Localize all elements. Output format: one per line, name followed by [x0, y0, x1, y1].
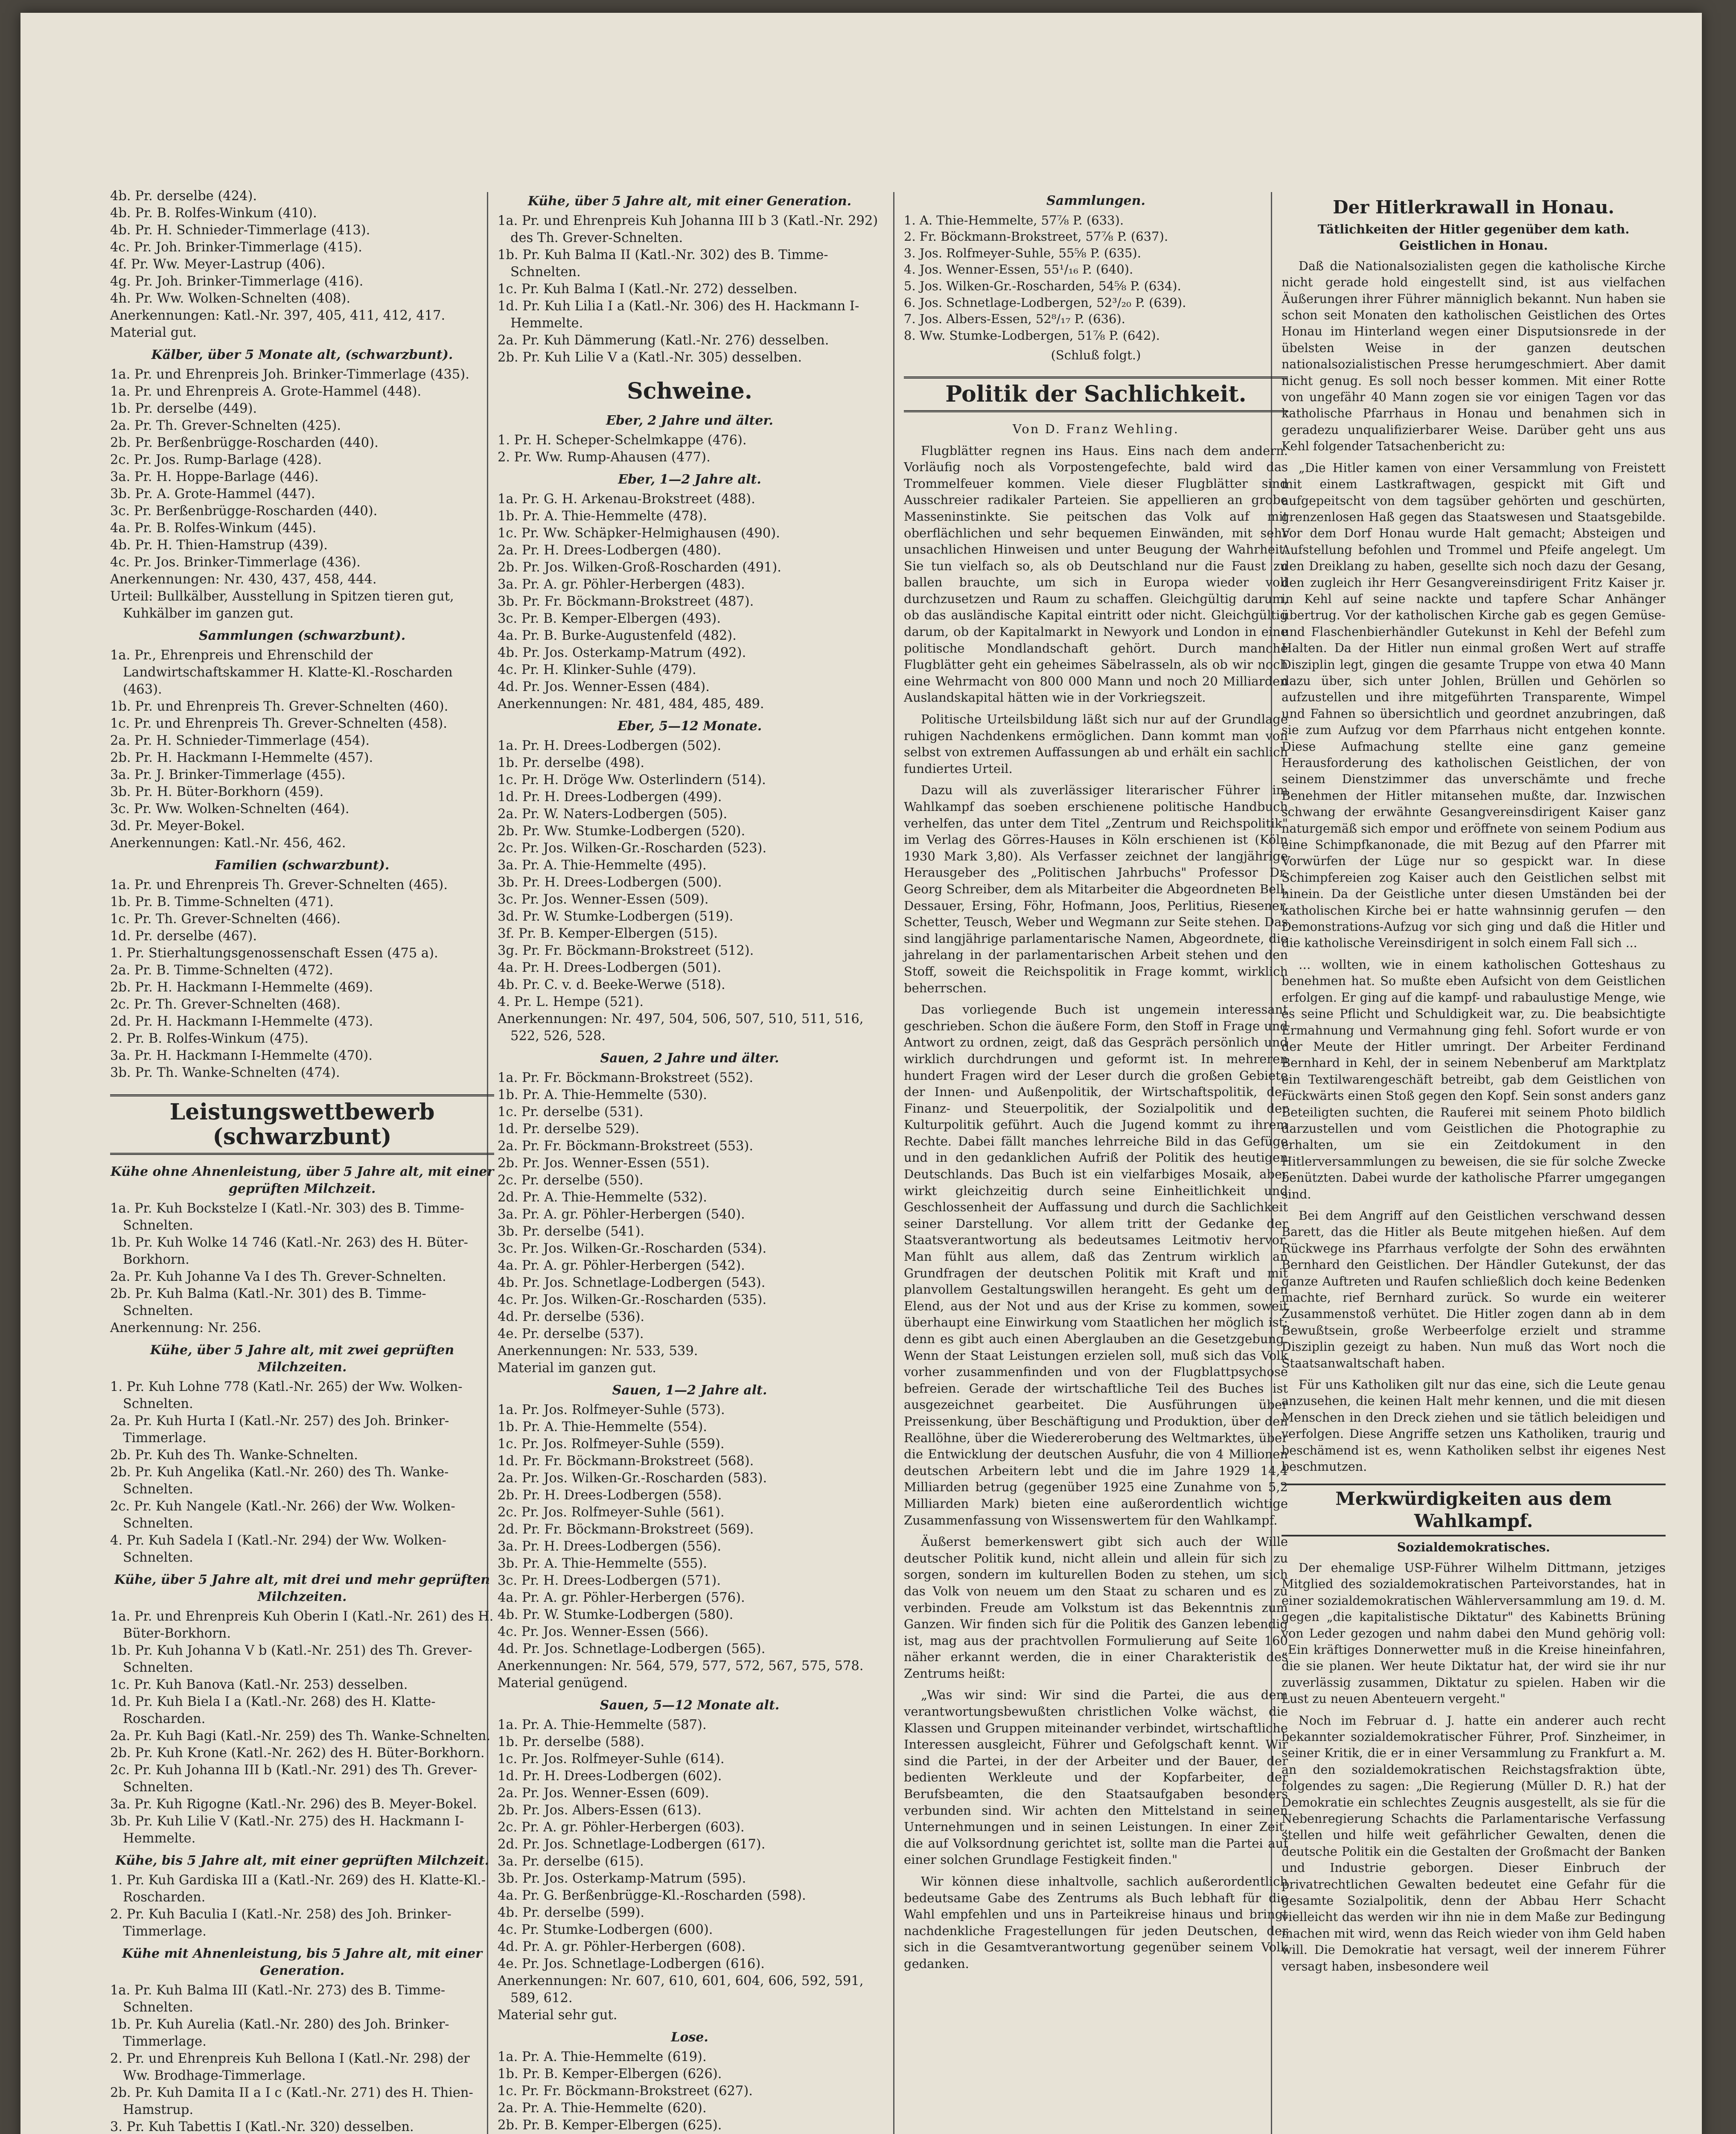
list-item: 1a. Pr. Fr. Böckmann-Brokstreet (552).: [498, 1070, 754, 1085]
list-item: 4c. Pr. Jos. Wilken-Gr.-Roscharden (535).: [498, 1292, 767, 1307]
list-item: 3b. Pr. H. Büter-Borkhorn (459).: [110, 784, 324, 799]
list-item: 2. Pr. Ww. Rump-Ahausen (477).: [498, 450, 711, 465]
list-item: 3c. Pr. Jos. Wenner-Essen (509).: [498, 892, 709, 907]
list-item: 3c. Pr. Jos. Wilken-Gr.-Roscharden (534).: [498, 1241, 767, 1256]
list-item: 1a. Pr. Kuh Balma III (Katl.-Nr. 273) des B. Timme-Schnelten.: [110, 1983, 446, 2015]
entry-list: [498, 432, 882, 466]
list-item: 1b. Pr. Kuh Johanna V b (Katl.-Nr. 251) des Th. Grever-Schnelten.: [110, 1643, 472, 1675]
list-item: 1c. Pr. Fr. Böckmann-Brokstreet (627).: [498, 2084, 753, 2099]
list-item: 4d. Pr. derselbe (536).: [498, 1309, 645, 1324]
list-item: 1b. Pr. derselbe (449).: [110, 401, 257, 416]
column-rule: [893, 192, 894, 2134]
list-item: 3d. Pr. W. Stumke-Lodbergen (519).: [498, 909, 734, 924]
list-item: 2c. Pr. Th. Grever-Schnelten (468).: [110, 997, 341, 1012]
list-item: Anerkennungen: Katl.-Nr. 397, 405, 411, 412, 417.: [110, 308, 446, 323]
list-item: 2a. Pr. Kuh Dämmerung (Katl.-Nr. 276) desselben.: [498, 333, 829, 348]
section-heading: Eber, 2 Jahre und älter.: [606, 413, 773, 428]
list-item: 2b. Pr. B. Kemper-Elbergen (625).: [498, 2118, 722, 2133]
list-item: 2c. Pr. Jos. Wilken-Gr.-Roscharden (523).: [498, 841, 767, 856]
list-item: 1. A. Thie-Hemmelte, 57⅞ P. (633).: [904, 213, 1124, 227]
list-item: 3b. Pr. Fr. Böckmann-Brokstreet (487).: [498, 594, 754, 609]
article-body: [904, 443, 1288, 1972]
list-item: 1d. Pr. H. Drees-Lodbergen (602).: [498, 1769, 722, 1784]
list-item: 1b. Pr. derselbe (498).: [498, 755, 645, 770]
headline-politik: Politik der Sachlichkeit.: [904, 376, 1288, 412]
list-item: 2a. Pr. Kuh Bagi (Katl.-Nr. 259) des Th. Wanke-Schnelten.: [110, 1729, 491, 1743]
list-item: 2b. Pr. Kuh Krone (Katl.-Nr. 262) des H. Büter-Borkhorn.: [110, 1746, 485, 1761]
list-item: 3a. Pr. H. Drees-Lodbergen (556).: [498, 1539, 722, 1554]
list-item: Material sehr gut.: [498, 2008, 618, 2023]
entry-list: [498, 1070, 882, 1377]
list-item: 2a. Pr. Th. Grever-Schnelten (425).: [110, 418, 341, 433]
list-item: 2c. Pr. Kuh Johanna III b (Katl.-Nr. 291) des Th. Grever-Schnelten.: [110, 1763, 478, 1795]
list-item: 1c. Pr. Th. Grever-Schnelten (466).: [110, 912, 341, 927]
list-item: 2c. Pr. Jos. Rump-Barlage (428).: [110, 452, 322, 467]
entry-list: [110, 1379, 494, 1566]
list-item: 1a. Pr., Ehrenpreis und Ehrenschild der Landwirtschaftskammer H. Klatte-Kl.-Roscharden (463).: [110, 648, 453, 697]
list-item: 1c. Pr. Kuh Banova (Katl.-Nr. 253) desselben.: [110, 1677, 408, 1692]
section-heading: Sauen, 5—12 Monate alt.: [600, 1698, 780, 1713]
paragraph: Der ehemalige USP-Führer Wilhelm Dittmann, jetziges Mitglied des sozialdemokratischen Parteivorstandes, hat in einer sozialdemokratischen Wählerversammlung am 19. d. M. gegen „die kapitalistische Diktatur" des Kabinetts Brüning von Leder gezogen und nahm dabei den Mund gehörig voll: „Ein kräftiges Donnerwetter muß in die Kreise hineinfahren, die sie planen. Wer heute Diktatur hat, der wird sie ihr nur zuverlässig zusammen, Diktatur zu spielen. Haben wir die Lust zu neuen Abenteuern vergeht.": [1282, 1560, 1666, 1706]
list-item: 3b. Pr. derselbe (541).: [498, 1224, 645, 1239]
list-item: 2a. Pr. Kuh Hurta I (Katl.-Nr. 257) des Joh. Brinker-Timmerlage.: [110, 1414, 449, 1446]
list-item: 2b. Pr. Jos. Wilken-Groß-Roscharden (491).: [498, 560, 781, 575]
list-item: 1. Pr. Stierhaltungsgenossenschaft Essen (475 a).: [110, 946, 438, 961]
list-item: 3a. Pr. Kuh Rigogne (Katl.-Nr. 296) des B. Meyer-Bokel.: [110, 1797, 477, 1812]
list-item: 2a. Pr. H. Drees-Lodbergen (480).: [498, 543, 722, 558]
paragraph: Daß die Nationalsozialisten gegen die katholische Kirche nicht gerade hold eingestellt sind, ist aus vielfachen Äußerungen ihrer Führer männiglich bekannt. Nun haben sie schon seit Monaten den katholischen Geistlichen des Ortes Honau im Hinterland wegen einer Disputsionsrede in der übelsten Weise in der ganzen deutschen nationalsozialistischen Presse herumgeschmiert. Aber damit nicht genug. Es soll noch besser kommen. Mit einer Rotte von ungefähr 40 Mann zogen sie vor einigen Tagen vor das katholische Pfarrhaus in Honau und benahmen sich in geradezu unqualifizierbarer Weise. Darüber geht uns aus Kehl folgender Tatsachenbericht zu:: [1282, 259, 1666, 454]
entry-list: [498, 491, 882, 713]
section-heading: Eber, 1—2 Jahre alt.: [618, 472, 761, 487]
list-item: 3b. Pr. A. Thie-Hemmelte (555).: [498, 1556, 707, 1571]
list-item: Anerkennung: Nr. 256.: [110, 1321, 262, 1335]
newspaper-page: [20, 13, 1702, 2134]
list-item: 4a. Pr. A. gr. Pöhler-Herbergen (576).: [498, 1590, 745, 1605]
section-heading: Familien (schwarzbunt).: [215, 858, 390, 873]
entry-list: [498, 213, 882, 366]
list-item: 1a. Pr. A. Thie-Hemmelte (619).: [498, 2049, 707, 2064]
column-4: [1282, 188, 1666, 1980]
list-item: 1c. Pr. und Ehrenpreis Th. Grever-Schnelten (458).: [110, 716, 447, 731]
list-item: 2a. Pr. Fr. Böckmann-Brokstreet (553).: [498, 1139, 754, 1154]
list-item: 1c. Pr. derselbe (531).: [498, 1105, 644, 1119]
list-item: 3a. Pr. H. Hackmann I-Hemmelte (470).: [110, 1048, 373, 1063]
list-item: 4c. Pr. Jos. Brinker-Timmerlage (436).: [110, 555, 361, 570]
entry-list: [110, 188, 494, 341]
list-item: 2b. Pr. H. Drees-Lodbergen (558).: [498, 1488, 722, 1503]
list-item: 3c. Pr. Ww. Wolken-Schnelten (464).: [110, 802, 350, 816]
entry-list: [110, 1608, 494, 1847]
list-item: 2a. Pr. Kuh Johanne Va I des Th. Grever-Schnelten.: [110, 1269, 446, 1284]
list-item: 4d. Pr. A. gr. Pöhler-Herbergen (608).: [498, 1939, 746, 1954]
list-item: 4d. Pr. Jos. Wenner-Essen (484).: [498, 679, 710, 694]
headline-schweine: Schweine.: [627, 378, 752, 404]
list-item: 3b. Pr. Th. Wanke-Schnelten (474).: [110, 1065, 340, 1080]
entry-list: [110, 1200, 494, 1337]
headline-merkwuerdigkeiten: Merkwürdigkeiten aus dem Wahlkampf.: [1282, 1484, 1666, 1536]
list-item: 4d. Pr. Jos. Schnetlage-Lodbergen (565).: [498, 1641, 766, 1656]
list-item: 3b. Pr. A. Grote-Hammel (447).: [110, 487, 315, 501]
list-item: Anerkennungen: Nr. 564, 579, 577, 572, 567, 575, 578.: [498, 1659, 864, 1673]
list-item: 4b. Pr. Jos. Osterkamp-Matrum (492).: [498, 645, 746, 660]
section-heading: Kühe mit Ahnenleistung, bis 5 Jahre alt, mit einer Generation.: [122, 1946, 482, 1978]
list-item: 1a. Pr. und Ehrenpreis Kuh Oberin I (Katl.-Nr. 261) des H. Büter-Borkhorn.: [110, 1609, 494, 1641]
section-heading: Sammlungen (schwarzbunt).: [198, 628, 406, 643]
entry-list: [498, 738, 882, 1045]
list-item: 4a. Pr. B. Rolfes-Winkum (445).: [110, 521, 317, 536]
list-item: 4b. Pr. Jos. Schnetlage-Lodbergen (543).: [498, 1275, 766, 1290]
list-item: 1d. Pr. H. Drees-Lodbergen (499).: [498, 790, 722, 805]
list-item: 3a. Pr. A. gr. Pöhler-Herbergen (483).: [498, 577, 745, 592]
list-item: 4b. Pr. C. v. d. Beeke-Werwe (518).: [498, 977, 725, 992]
list-item: 1b. Pr. Kuh Aurelia (Katl.-Nr. 280) des Joh. Brinker-Timmerlage.: [110, 2017, 449, 2049]
list-item: 1b. Pr. A. Thie-Hemmelte (554).: [498, 1420, 707, 1434]
list-item: 2a. Pr. W. Naters-Lodbergen (505).: [498, 807, 728, 822]
entry-list: [498, 1717, 882, 2024]
paragraph: „Was wir sind: Wir sind die Partei, die aus dem verantwortungsbewußten christlichen Volke wächst, die Klassen und Gruppen miteinander verbindet, wirtschaftliche Interessen ausgleicht, Führer und Gefolgschaft kennt. Wir sind die Partei, in der der Arbeiter und der Bauer, der bedienten Werkleute und der Kopfarbeiter, der Berufsbeamten, die den Staatsaufgaben besonders verbunden sind. Wir achten den Mittelstand in seinen Unternehmungen und in seinen Leistungen. In einer Zeit, die auf Volksordnung gerichtet ist, sollte man die Partei auf einer solchen Grundlage Festigkeit finden.": [904, 1688, 1288, 1867]
list-item: 3c. Pr. H. Drees-Lodbergen (571).: [498, 1573, 721, 1588]
entry-list: [110, 366, 494, 622]
list-item: 2b. Pr. H. Hackmann I-Hemmelte (457).: [110, 750, 373, 765]
list-item: 6. Jos. Schnetlage-Lodbergen, 52³/₂₀ P. (639).: [904, 295, 1186, 310]
list-item: 2d. Pr. Fr. Böckmann-Brokstreet (569).: [498, 1522, 754, 1537]
entry-list: [904, 212, 1288, 344]
list-item: 2a. Pr. Jos. Wenner-Essen (609).: [498, 1786, 709, 1801]
list-item: 3b. Pr. Jos. Osterkamp-Matrum (595).: [498, 1871, 746, 1886]
list-item: 1b. Pr. A. Thie-Hemmelte (530).: [498, 1087, 707, 1102]
list-item: 2d. Pr. A. Thie-Hemmelte (532).: [498, 1190, 707, 1205]
paragraph: Dazu will als zuverlässiger literarischer Führer im Wahlkampf das soeben erschienene politische Handbuch verhelfen, das unter dem Titel „Zentrum und Reichspolitik" im Verlag des Görres-Hauses in Köln erschienen ist (Köln 1930 Mark 3,80). Als Verfasser zeichnet der langjährige Herausgeber des „Politischen Jahrbuchs" Professor Dr. Georg Schreiber, dem als Mitarbeiter die Abgeordneten Bell, Dessauer, Ersing, Föhr, Hofmann, Joos, Perlitius, Riesener, Schetter, Teusch, Weber und Wegmann zur Seite stehen. Das sind langjährige parlamentarische Namen, Abgeordnete, die jahrelang in der parlamentarischen Arbeit stehen und den Stoff, soweit die Reichspolitik in Frage kommt, wirklich beherrschen.: [904, 783, 1288, 995]
entry-list: [110, 1872, 494, 1940]
list-item: Anerkennungen: Nr. 481, 484, 485, 489.: [498, 697, 764, 711]
list-item: 2a. Pr. A. Thie-Hemmelte (620).: [498, 2101, 707, 2116]
list-item: 1b. Pr. derselbe (588).: [498, 1735, 645, 1749]
list-item: 3g. Pr. Fr. Böckmann-Brokstreet (512).: [498, 943, 754, 958]
entry-list: [110, 1982, 494, 2134]
list-item: 2d. Pr. Jos. Schnetlage-Lodbergen (617).: [498, 1837, 766, 1852]
article-body: [1282, 258, 1666, 1475]
list-item: 2b. Pr. Ww. Stumke-Lodbergen (520).: [498, 824, 746, 839]
list-item: 1d. Pr. Fr. Böckmann-Brokstreet (568).: [498, 1454, 754, 1469]
list-item: Anerkennungen: Nr. 533, 539.: [498, 1344, 698, 1359]
section-heading: Kühe, bis 5 Jahre alt, mit einer geprüften Milchzeit.: [115, 1853, 489, 1868]
list-item: 2b. Pr. Kuh Balma (Katl.-Nr. 301) des B. Timme-Schnelten.: [110, 1286, 426, 1318]
list-item: 1b. Pr. Kuh Balma II (Katl.-Nr. 302) des B. Timme-Schnelten.: [498, 248, 828, 280]
list-item: 2a. Pr. B. Timme-Schnelten (472).: [110, 963, 333, 978]
list-item: 2b. Pr. Jos. Wenner-Essen (551).: [498, 1156, 710, 1171]
article-body: [1282, 1560, 1666, 1975]
list-item: 1c. Pr. Jos. Rolfmeyer-Suhle (559).: [498, 1437, 725, 1452]
list-item: 1. Pr. H. Scheper-Schelmkappe (476).: [498, 433, 747, 448]
list-item: Material genügend.: [498, 1676, 628, 1691]
list-item: 1. Pr. Kuh Lohne 778 (Katl.-Nr. 265) der Ww. Wolken-Schnelten.: [110, 1379, 463, 1411]
list-item: 3c. Pr. Berßenbrügge-Roscharden (440).: [110, 504, 378, 519]
list-item: 4c. Pr. Jos. Wenner-Essen (566).: [498, 1624, 709, 1639]
paragraph: „Die Hitler kamen von einer Versammlung von Freistett mit einem Lastkraftwagen, gespickt mit Gift und aufgepeitscht von dem tagsüber gehörten und geschürten, grenzenlosen Haß gegen das Staatswesen und Staatsgebilde. Vor dem Dorf Honau wurde Halt gemacht; Absteigen und Aufstellung befohlen und Trommel und Pfeife angelegt. Um den Dreiklang zu haben, gesellte sich noch dazu der Gesang, den zugleich ihr Herr Gesangvereinsdirigent Fritz Kaiser jr. in Kehl auf seine nackte und tapfere Schar Anhänger übertrug. Vor der katholischen Kirche gab es gegen Gemüse- und Flaschenbierhändler Gutekunst in Kehl der Befehl zum Halten. Da der Hitler nun einmal großen Wert auf straffe Disziplin legt, gingen die gesamte Truppe von etwa 40 Mann dazu über, sich unter Johlen, Brüllen und Gehörlen so aufzustellen und ihre mitgeführten Transparente, Wimpel und Fahnen so übersichtlich und geordnet anzubringen, daß sie zum Aufzug vor dem Pfarrhaus nicht entgehen konnte. Diese Aufmachung stellte eine ganz gemeine Herausforderung des katholischen Geistlichen, der von seinem Dienstzimmer das unverschämte und freche Benehmen der Hitler mitansehen mußte, dar. Inzwischen schwang der erwähnte Gesangvereinsdirigent Kaiser ganz naturgemäß sich empor und eröffnete von seinem Podium aus eine Schimpfkanonade, die mit Bezug auf den Pfarrer mit Vorwürfen der Lüge nur so gespickt war. In diese Schimpfereien zog Kaiser auch den Geistlichen selbst mit hinein. Da der Geistliche unter diesen Umständen bei der katholischen Kirche bei er hatte wahnsinnig gerufen — den Demonstrations-Aufzug vor sich ging und daß die Hitler und die katholische Vereinsdirigent in solch einem Fall sich ...: [1282, 461, 1666, 950]
list-item: 4h. Pr. Ww. Wolken-Schnelten (408).: [110, 291, 351, 306]
list-item: 2c. Pr. derselbe (550).: [498, 1173, 644, 1188]
list-item: 3a. Pr. J. Brinker-Timmerlage (455).: [110, 767, 346, 782]
list-item: 2b. Pr. Kuh des Th. Wanke-Schnelten.: [110, 1448, 358, 1463]
section-heading: Sammlungen.: [1046, 193, 1145, 208]
paragraph: Für uns Katholiken gilt nur das eine, sich die Leute genau anzusehen, die keinen Halt mehr kennen, und die mit diesen Menschen in den Dreck ziehen und sie tätlich beleidigen und verfolgen. Diese Angriffe setzen uns Katholiken, traurig und beschämend ist es, wenn Katholiken selbst ihr eigenes Nest beschmutzen.: [1282, 1378, 1666, 1474]
byline: Von D. Franz Wehling.: [1012, 421, 1180, 436]
list-item: 1. Pr. Kuh Gardiska III a (Katl.-Nr. 269) des H. Klatte-Kl.-Roscharden.: [110, 1873, 486, 1905]
list-item: 2b. Pr. Berßenbrügge-Roscharden (440).: [110, 435, 379, 450]
list-item: 3d. Pr. Meyer-Bokel.: [110, 819, 245, 834]
list-item: 4. Pr. L. Hempe (521).: [498, 994, 644, 1009]
list-item: 4b. Pr. derselbe (424).: [110, 189, 257, 204]
section-heading: Sauen, 1—2 Jahre alt.: [612, 1383, 767, 1398]
paragraph: Flugblätter regnen ins Haus. Eins nach dem andern. Vorläufig noch als Vorpostengefechte, bald wird das Trommelfeuer kommen. Viele dieser Flugblätter sind Ausschreier radikaler Parteien. Sie appellieren an grobe Masseninstinkte. Sie peitschen das Volk auf mit oberflächlichen und sehr bequemen Einwänden, mit sehr unsachlichen Hinweisen und unter Beugung der Wahrheit. Sie tun vielfach so, als ob Deutschland nur die Faust zu ballen brauchte, um sich in Europa wieder voll durchzusetzen und Raum zu schaffen. Gleichgültig darum, ob das ausländische Kapital eintritt oder nicht. Gleichgültig darum, ob der Kapitalmarkt in Newyork und London in eine politische Mondlandschaft gehört. Durch manche Flugblätter geht ein geheimes Säbelrasseln, als ob wir noch eine Wehrmacht von 800 000 Mann und noch 20 Milliarden Auslandskapital hätten wie in der Vorkriegszeit.: [904, 443, 1288, 705]
list-item: 2. Pr. und Ehrenpreis Kuh Bellona I (Katl.-Nr. 298) der Ww. Brodhage-Timmerlage.: [110, 2051, 470, 2083]
list-item: Anerkennungen: Katl.-Nr. 456, 462.: [110, 836, 346, 851]
list-item: 4a. Pr. B. Burke-Augustenfeld (482).: [498, 628, 737, 643]
list-item: 2. Fr. Böckmann-Brokstreet, 57⅞ P. (637).: [904, 229, 1168, 244]
list-item: 1c. Pr. Ww. Schäpker-Helmighausen (490).: [498, 526, 780, 541]
paragraph: Politische Urteilsbildung läßt sich nur auf der Grundlage ruhigen Nachdenkens ermöglichen. Dann kommt man von selbst von extremen Auffassungen ab und erhält ein sachlich fundiertes Urteil.: [904, 712, 1288, 776]
list-item: 2b. Pr. Kuh Angelika (Katl.-Nr. 260) des Th. Wanke-Schnelten.: [110, 1465, 449, 1497]
list-item: 1b. Pr. Kuh Wolke 14 746 (Katl.-Nr. 263) des H. Büter-Borkhorn.: [110, 1235, 468, 1267]
list-item: 4b. Pr. H. Thien-Hamstrup (439).: [110, 538, 328, 553]
list-item: 4c. Pr. H. Klinker-Suhle (479).: [498, 662, 696, 677]
headline-hitlerkrawall: Der Hitlerkrawall in Honau.: [1333, 197, 1614, 218]
list-item: 1c. Pr. Kuh Balma I (Katl.-Nr. 272) desselben.: [498, 282, 798, 297]
list-item: Anerkennungen: Nr. 607, 610, 601, 604, 606, 592, 591, 589, 612.: [498, 1974, 864, 2006]
list-item: 4f. Pr. Ww. Meyer-Lastrup (406).: [110, 257, 326, 272]
list-item: 2b. Pr. Kuh Damita II a I c (Katl.-Nr. 271) des H. Thien-Hamstrup.: [110, 2085, 473, 2117]
list-item: 1b. Pr. B. Timme-Schnelten (471).: [110, 895, 334, 910]
list-item: 2c. Pr. A. gr. Pöhler-Herbergen (603).: [498, 1820, 745, 1835]
list-item: 3. Pr. Kuh Tabettis I (Katl.-Nr. 320) desselben.: [110, 2119, 414, 2134]
list-item: 1c. Pr. Jos. Rolfmeyer-Suhle (614).: [498, 1752, 725, 1767]
section-heading: Kühe, über 5 Jahre alt, mit drei und mehr geprüften Milchzeiten.: [114, 1572, 490, 1604]
list-item: 4b. Pr. B. Rolfes-Winkum (410).: [110, 206, 317, 221]
list-item: 3a. Pr. A. Thie-Hemmelte (495).: [498, 858, 707, 873]
list-item: Material gut.: [110, 325, 197, 340]
paragraph: Das vorliegende Buch ist ungemein interessant geschrieben. Schon die äußere Form, den Stoff in Frage und Antwort zu ordnen, zeigt, daß das Gespräch persönlich und wirklich durchdrungen und geformt ist. In mehreren hundert Fragen wird der Leser durch die großen Gebiete der Innen- und Außenpolitik, der Wirtschaftspolitik, der Finanz- und Steuerpolitik, der Sozialpolitik und der Kulturpolitik geführt. Auch die Jugend kommt zu ihrem Rechte. Dabei fällt manches lehrreiche Bild in das Gefüge und in den gedanklichen Aufriß der Politik des heutigen Deutschlands. Das Buch ist ein vielfarbiges Mosaik, aber wirkt gleichzeitig durch seine Einheitlichkeit und Geschlossenheit der Auffassung und durch die Sachlichkeit seiner Darstellung. Vor allem tritt der Gedanke der Staatsverantwortung als bedeutsames Leitmotiv hervor. Man fühlt aus allem, daß das Zentrum wirklich an Grundfragen der deutschen Politik mit Kraft und mit planvollem Gestaltungswillen herangeht. Es geht um den Elend, aus der Not und aus der Krise zu kommen, soweit überhaupt eine Einwirkung vom Staatlichen her möglich ist; denn es gibt auch einen Aberglauben an die Gesetzgebung. Wenn der Staat Leistungen erzielen soll, muß sich das Volk vorher zusammenfinden und von der Flugblattpsychose befreien. Gerade der wirtschaftliche Teil des Buches ist ausgezeichnet gearbeitet. Die Ausführungen über Preissenkung, über Beschäftigung und Produktion, über den Reallöhne, über die Wiedereroberung des Weltmarktes, über die Entwicklung der deutschen Ausfuhr, die von 4 Millionen deutschen Arbeitern lebt und die im Jahre 1929 14,4 Milliarden betrug (gegenüber 1925 eine Zunahme von 5,2 Milliarden Mark) bieten eine außerordentlich wichtige Zusammenfassung von Wissenswertem für den Wahlkampf.: [904, 1002, 1288, 1528]
list-item: 2d. Pr. H. Hackmann I-Hemmelte (473).: [110, 1014, 373, 1029]
list-item: 4c. Pr. Stumke-Lodbergen (600).: [498, 1922, 713, 1937]
entry-list: [110, 647, 494, 852]
column-2: [498, 188, 882, 2134]
list-item: 2a. Pr. H. Schnieder-Timmerlage (454).: [110, 733, 370, 748]
list-item: Anerkennungen: Nr. 430, 437, 458, 444.: [110, 572, 377, 587]
list-item: 2b. Pr. H. Hackmann I-Hemmelte (469).: [110, 980, 373, 995]
list-item: 3. Jos. Rolfmeyer-Suhle, 55⅝ P. (635).: [904, 245, 1142, 260]
list-item: 1a. Pr. und Ehrenpreis A. Grote-Hammel (448).: [110, 384, 422, 399]
section-heading: Sauen, 2 Jahre und älter.: [600, 1051, 779, 1066]
list-item: 3a. Pr. H. Hoppe-Barlage (446).: [110, 469, 319, 484]
list-item: 4a. Pr. H. Drees-Lodbergen (501).: [498, 960, 722, 975]
list-item: 4a. Pr. G. Berßenbrügge-Kl.-Roscharden (598).: [498, 1888, 806, 1903]
entry-list: [498, 1402, 882, 1692]
subheadline: Sozialdemokratisches.: [1397, 1540, 1550, 1555]
subheadline: Tätlichkeiten der Hitler gegenüber dem kath. Geistlichen in Honau.: [1317, 222, 1630, 253]
list-item: 2. Pr. B. Rolfes-Winkum (475).: [110, 1031, 309, 1046]
list-item: 3f. Pr. B. Kemper-Elbergen (515).: [498, 926, 718, 941]
list-item: 4. Jos. Wenner-Essen, 55¹/₁₆ P. (640).: [904, 262, 1133, 277]
column-1: [110, 188, 494, 2134]
list-item: 5. Jos. Wilken-Gr.-Roscharden, 54⅝ P. (634).: [904, 278, 1181, 293]
list-item: 3b. Pr. Kuh Lilie V (Katl.-Nr. 275) des H. Hackmann I-Hemmelte.: [110, 1814, 464, 1846]
list-item: 2c. Pr. Kuh Nangele (Katl.-Nr. 266) der Ww. Wolken-Schnelten.: [110, 1499, 455, 1531]
list-item: 4e. Pr. derselbe (537).: [498, 1326, 644, 1341]
list-item: 1d. Pr. Kuh Lilia I a (Katl.-Nr. 306) des H. Hackmann I-Hemmelte.: [498, 299, 859, 331]
list-item: 2b. Pr. Kuh Lilie V a (Katl.-Nr. 305) desselben.: [498, 350, 802, 365]
list-item: Urteil: Bullkälber, Ausstellung in Spitzen tieren gut, Kuhkälber im ganzen gut.: [110, 589, 454, 621]
column-3: [904, 188, 1288, 1977]
list-item: 1a. Pr. und Ehrenpreis Kuh Johanna III b 3 (Katl.-Nr. 292) des Th. Grever-Schnelten.: [498, 213, 878, 245]
list-item: 3a. Pr. A. gr. Pöhler-Herbergen (540).: [498, 1207, 745, 1222]
list-item: 2a. Pr. Jos. Wilken-Gr.-Roscharden (583).: [498, 1471, 767, 1486]
list-item: 4b. Pr. derselbe (599).: [498, 1905, 645, 1920]
list-item: 8. Ww. Stumke-Lodbergen, 51⅞ P. (642).: [904, 328, 1160, 343]
list-item: 3a. Pr. derselbe (615).: [498, 1854, 644, 1869]
list-item: 2. Pr. Kuh Baculia I (Katl.-Nr. 258) des Joh. Brinker-Timmerlage.: [110, 1907, 451, 1939]
list-item: 4b. Pr. W. Stumke-Lodbergen (580).: [498, 1607, 734, 1622]
list-item: 1d. Pr. Kuh Biela I a (Katl.-Nr. 268) des H. Klatte-Roscharden.: [110, 1694, 436, 1726]
list-item: 4a. Pr. A. gr. Pöhler-Herbergen (542).: [498, 1258, 745, 1273]
list-item: 1c. Pr. H. Dröge Ww. Osterlindern (514).: [498, 773, 766, 787]
section-heading: Eber, 5—12 Monate.: [617, 719, 762, 734]
entry-list: [110, 877, 494, 1082]
list-item: 3b. Pr. H. Drees-Lodbergen (500).: [498, 875, 722, 890]
list-item: 1d. Pr. derselbe (467).: [110, 929, 257, 944]
paragraph: Wir können diese inhaltvolle, sachlich außerordentlich bedeutsame Gabe des Zentrums als Buch lebhaft für die Wahl empfehlen und uns in Parteikreise hinaus und bringt nachdenkliche Fragestellungen für jeden Deutschen, der sich in die Gesamtverantwortung gegenüber seinem Volk gedanken.: [904, 1874, 1288, 1971]
paragraph: Noch im Februar d. J. hatte ein anderer auch recht bekannter sozialdemokratischer Führer, Prof. Sinzheimer, in seiner Kritik, die er in einer Versammlung zu Frankfurt a. M. an den sozialdemokratischen Reichstagsfraktion übte, folgendes zu sagen: „Die Regierung (Müller D. R.) hat der Demokratie ein schlechtes Zeugnis ausgestellt, als sie für die Nebenregierung Schachts die Parlamentarische Verfassung stellen und hilfe weit gefährlicher Gewalten, denen die deutsche Politik ein die Gestalten der Großmacht der Banken und Industrie geborgen. Dieser Einbruch der privatrechtlichen Gewalten bedeutet eine Gefahr für die gesamte Sozialpolitik, denn der Abbau Herr Schacht vielleicht das werden wir ihn nie in dem Maße zur Bedingung machen mit wird, wenn das Reich wieder von ihm Geld haben will. Die Demokratie hat versagt, weil der innerem Führer versagt haben, insbesondere weil: [1282, 1713, 1666, 1974]
section-heading: Kühe, über 5 Jahre alt, mit einer Generation.: [527, 194, 852, 209]
list-item: 1b. Pr. A. Thie-Hemmelte (478).: [498, 509, 707, 524]
to-be-continued: (Schluß folgt.): [1051, 348, 1141, 363]
list-item: 1a. Pr. G. H. Arkenau-Brokstreet (488).: [498, 492, 755, 507]
paragraph: … wollten, wie in einem katholischen Gotteshaus zu benehmen hat. So mußte eben Aufsicht von dem Geistlichen erfolgen. Er ging auf die kampf- und rabaulustige Menge, wie es seine Pflicht und Schuldigkeit war, zu. Die beabsichtigte Ermahnung und Vermahnung ging fehl. Sofort wurde er von der Meute der Hitler umringt. Der Arbeiter Ferdinand Bernhard in Kehl, der in seinem Nebenberuf am Marktplatz ein Textilwarengeschäft betreibt, gab dem Geistlichen von rückwärts einen Stoß gegen den Kopf. Sein sonst anders ganz Beteiligten suchten, die Rauferei mit seinem Photo bildlich darzustellen und vom Geistlichen die Photographie zu erhalten, um sie ein Zeitdokument in den Hitlerversammlungen zu beweisen, die sie für solche Zwecke benützten. Dabei wurde der katholische Pfarrer umgegangen sind.: [1282, 957, 1666, 1201]
list-item: 7. Jos. Albers-Essen, 52⁸/₁₇ P. (636).: [904, 312, 1126, 327]
headline-leistungswettbewerb: Leistungswettbewerb (schwarzbunt): [110, 1094, 494, 1155]
list-item: Material im ganzen gut.: [498, 1361, 656, 1376]
section-heading: Kühe, über 5 Jahre alt, mit zwei geprüften Milchzeiten.: [150, 1343, 454, 1375]
list-item: 4c. Pr. Joh. Brinker-Timmerlage (415).: [110, 240, 362, 255]
list-item: 4b. Pr. H. Schnieder-Timmerlage (413).: [110, 223, 370, 238]
list-item: 3c. Pr. B. Kemper-Elbergen (493).: [498, 611, 721, 626]
list-item: 4e. Pr. Jos. Schnetlage-Lodbergen (616).: [498, 1956, 765, 1971]
section-heading: Kälber, über 5 Monate alt, (schwarzbunt).: [151, 347, 453, 362]
list-item: 1b. Pr. und Ehrenpreis Th. Grever-Schnelten (460).: [110, 699, 449, 714]
list-item: 1a. Pr. Kuh Bockstelze I (Katl.-Nr. 303) des B. Timme-Schnelten.: [110, 1201, 464, 1233]
paragraph: Bei dem Angriff auf den Geistlichen verschwand dessen Barett, das die Hitler als Beute mitgehen hießen. Auf dem Rückwege ins Pfarrhaus verfolgte der Sohn des erwähnten Bernhard den Geistlichen. Der Händler Gutekunst, der das ganze Auftreten und Raufen schließlich doch keine Bedenken machte, rief Bernhard zurück. So wurde ein weiterer Zusammenstoß verhütet. Die Hitler zogen dann ab in dem Bewußtsein, große Werbeerfolge erzielt und stramme Disziplin gezeigt zu haben. Nun muß das Wort noch die Staatsanwaltschaft haben.: [1282, 1208, 1666, 1370]
list-item: Anerkennungen: Nr. 497, 504, 506, 507, 510, 511, 516, 522, 526, 528.: [498, 1012, 864, 1044]
list-item: 1a. Pr. A. Thie-Hemmelte (587).: [498, 1717, 707, 1732]
list-item: 4. Pr. Kuh Sadela I (Katl.-Nr. 294) der Ww. Wolken-Schnelten.: [110, 1533, 447, 1565]
list-item: 4g. Pr. Joh. Brinker-Timmerlage (416).: [110, 274, 364, 289]
section-heading: Kühe ohne Ahnenleistung, über 5 Jahre alt, mit einer geprüften Milchzeit.: [110, 1164, 494, 1196]
list-item: 2b. Pr. Jos. Albers-Essen (613).: [498, 1803, 702, 1818]
list-item: 1b. Pr. B. Kemper-Elbergen (626).: [498, 2067, 722, 2082]
list-item: 1a. Pr. und Ehrenpreis Joh. Brinker-Timmerlage (435).: [110, 367, 469, 382]
section-heading: Lose.: [671, 2030, 708, 2045]
list-item: 1a. Pr. H. Drees-Lodbergen (502).: [498, 738, 722, 753]
entry-list: [498, 2049, 882, 2134]
list-item: 1a. Pr. und Ehrenpreis Th. Grever-Schnelten (465).: [110, 878, 448, 892]
list-item: 1d. Pr. derselbe 529).: [498, 1122, 640, 1137]
list-item: 1a. Pr. Jos. Rolfmeyer-Suhle (573).: [498, 1402, 725, 1417]
list-item: 2c. Pr. Jos. Rolfmeyer-Suhle (561).: [498, 1505, 725, 1520]
paragraph: Äußerst bemerkenswert gibt sich auch der Wille deutscher Politik kund, nicht allein und allein für sich zu sorgen, sondern im kulturellen Boden zu stehen, um sich das Volk von neuem um den Staat zu scharen und es zu verbinden. Freude am Volkstum ist das Bekenntnis zum Ganzen. Wir finden sich für die Politik des Ganzen lebendig ist, mag aus der prachtvollen Formulierung auf Seite 160 näher erkannt werden, die in einer Charakteristik des Zentrums heißt:: [904, 1534, 1288, 1681]
